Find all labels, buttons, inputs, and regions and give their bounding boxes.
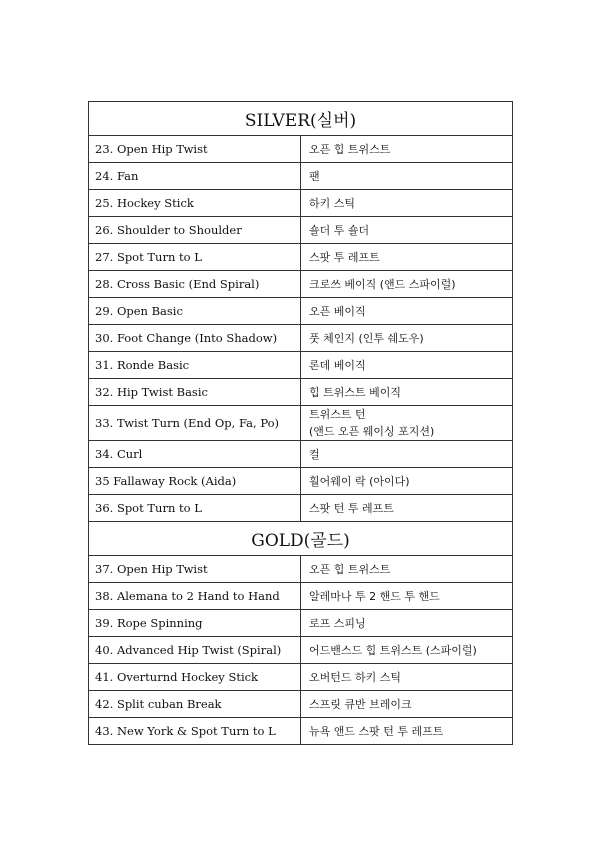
table-row xyxy=(89,556,513,583)
figure-name-ko: 오픈 베이직 xyxy=(309,305,366,318)
figure-name-ko: 스프릿 큐반 브레이크 xyxy=(309,698,412,711)
figure-name-ko-cell xyxy=(301,352,513,379)
section-header-row xyxy=(89,102,513,136)
figure-name-ko: 컬 xyxy=(309,448,320,461)
figure-name-en: 42. Split cuban Break xyxy=(89,691,301,718)
figure-name-ko: 어드밴스드 힙 트위스트 (스파이럴) xyxy=(309,644,477,657)
figure-name-ko: 오픈 힙 트위스트 xyxy=(309,143,391,156)
figure-name-en: 34. Curl xyxy=(89,441,301,468)
figure-name-ko-cell xyxy=(301,379,513,406)
table-row xyxy=(89,495,513,522)
figure-name-en: 27. Spot Turn to L xyxy=(89,244,301,271)
figure-name-en: 25. Hockey Stick xyxy=(89,190,301,217)
table-row xyxy=(89,271,513,298)
figure-name-ko-cell xyxy=(301,406,513,441)
figure-name-en: 24. Fan xyxy=(89,163,301,190)
figure-name-ko: 풋 체인지 (인투 쉐도우) xyxy=(309,332,424,345)
figure-name-en: 41. Overturnd Hockey Stick xyxy=(89,664,301,691)
figure-name-ko-cell xyxy=(301,664,513,691)
section-title: GOLD(골드) xyxy=(89,522,513,556)
figure-name-ko: 하키 스틱 xyxy=(309,197,356,210)
table-row xyxy=(89,217,513,244)
table-row xyxy=(89,718,513,745)
figure-table-body xyxy=(89,102,513,745)
table-row xyxy=(89,325,513,352)
figure-list-document xyxy=(88,101,512,745)
figure-name-ko-cell xyxy=(301,244,513,271)
figure-name-ko: 로프 스피닝 xyxy=(309,617,366,630)
figure-name-en: 29. Open Basic xyxy=(89,298,301,325)
table-row xyxy=(89,610,513,637)
figure-name-ko: 팬 xyxy=(309,170,320,183)
section-header-row xyxy=(89,522,513,556)
table-row xyxy=(89,352,513,379)
figure-name-ko: 스팟 턴 투 레프트 xyxy=(309,502,394,515)
figure-name-ko-cell xyxy=(301,190,513,217)
figure-name-ko: 론데 베이직 xyxy=(309,359,366,372)
figure-name-ko: 뉴욕 앤드 스팟 턴 투 레프트 xyxy=(309,725,444,738)
figure-name-ko-cell xyxy=(301,217,513,244)
figure-name-ko: 힙 트위스트 베이직 xyxy=(309,386,402,399)
figure-name-ko: 숄더 투 숄더 xyxy=(309,224,370,237)
table-row xyxy=(89,298,513,325)
figure-name-ko: 스팟 투 레프트 xyxy=(309,251,380,264)
figure-name-en: 38. Alemana to 2 Hand to Hand xyxy=(89,583,301,610)
figure-name-ko-cell xyxy=(301,441,513,468)
figure-name-en: 33. Twist Turn (End Op, Fa, Po) xyxy=(89,406,301,441)
figure-name-en: 26. Shoulder to Shoulder xyxy=(89,217,301,244)
figure-name-en: 39. Rope Spinning xyxy=(89,610,301,637)
table-row xyxy=(89,664,513,691)
figure-name-ko-cell xyxy=(301,718,513,745)
section-title: SILVER(실버) xyxy=(89,102,513,136)
figure-name-en: 37. Open Hip Twist xyxy=(89,556,301,583)
figure-table xyxy=(88,101,513,745)
figure-name-en: 30. Foot Change (Into Shadow) xyxy=(89,325,301,352)
figure-name-ko-cell xyxy=(301,495,513,522)
figure-name-ko-cell xyxy=(301,325,513,352)
figure-name-en: 35 Fallaway Rock (Aida) xyxy=(89,468,301,495)
table-row xyxy=(89,190,513,217)
figure-name-ko-cell xyxy=(301,691,513,718)
figure-name-en: 23. Open Hip Twist xyxy=(89,136,301,163)
table-row xyxy=(89,637,513,664)
figure-name-ko-cell xyxy=(301,610,513,637)
figure-name-ko: 트위스트 턴 xyxy=(309,408,366,421)
figure-name-ko-cell xyxy=(301,637,513,664)
figure-name-ko-cell xyxy=(301,468,513,495)
table-row xyxy=(89,406,513,441)
figure-name-ko-line2: (앤드 오픈 웨이싱 포지션) xyxy=(309,425,435,438)
figure-name-en: 31. Ronde Basic xyxy=(89,352,301,379)
figure-name-en: 36. Spot Turn to L xyxy=(89,495,301,522)
table-row xyxy=(89,244,513,271)
figure-name-ko-cell xyxy=(301,136,513,163)
figure-name-en: 40. Advanced Hip Twist (Spiral) xyxy=(89,637,301,664)
figure-name-en: 43. New York & Spot Turn to L xyxy=(89,718,301,745)
figure-name-en: 28. Cross Basic (End Spiral) xyxy=(89,271,301,298)
figure-name-ko-cell xyxy=(301,271,513,298)
figure-name-en: 32. Hip Twist Basic xyxy=(89,379,301,406)
table-row xyxy=(89,136,513,163)
figure-name-ko-cell xyxy=(301,556,513,583)
table-row xyxy=(89,691,513,718)
figure-name-ko: 알레마나 투 2 핸드 투 핸드 xyxy=(309,590,440,603)
table-row xyxy=(89,441,513,468)
table-row xyxy=(89,583,513,610)
figure-name-ko-cell xyxy=(301,298,513,325)
figure-name-ko: 훨어웨이 락 (아이다) xyxy=(309,475,410,488)
table-row xyxy=(89,468,513,495)
figure-name-ko: 크로쓰 베이직 (앤드 스파이럴) xyxy=(309,278,456,291)
table-row xyxy=(89,163,513,190)
figure-name-ko: 오픈 힙 트위스트 xyxy=(309,563,391,576)
table-row xyxy=(89,379,513,406)
figure-name-ko: 오버턴드 하키 스틱 xyxy=(309,671,402,684)
figure-name-ko-cell xyxy=(301,163,513,190)
figure-name-ko-cell xyxy=(301,583,513,610)
